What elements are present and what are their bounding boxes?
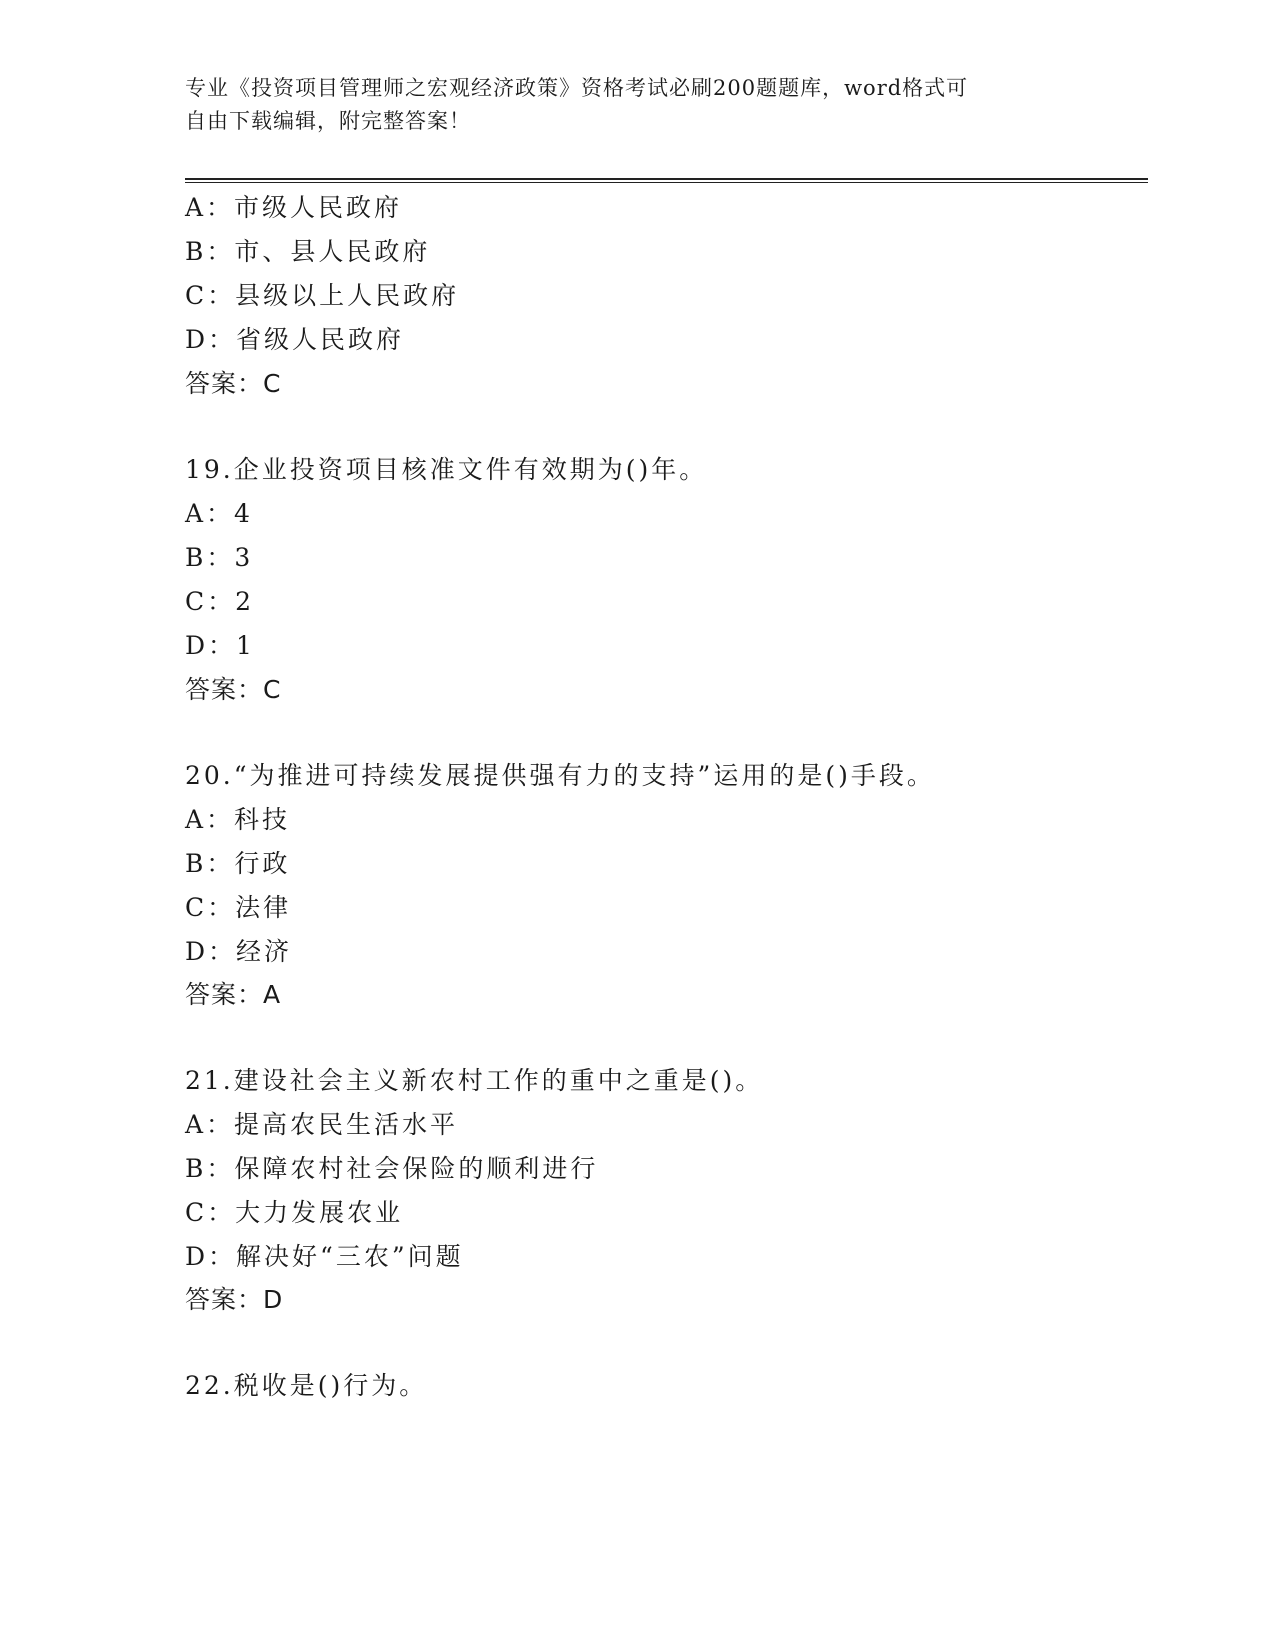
header-divider — [185, 178, 1148, 183]
q19-option-b: B：3 — [185, 543, 254, 572]
q20-answer: 答案：A — [185, 980, 282, 1009]
q20-question: 20.“为推进可持续发展提供强有力的支持”运用的是()手段。 — [185, 761, 935, 790]
q20-option-d: D：经济 — [185, 937, 293, 966]
q18-option-d: D：省级人民政府 — [185, 325, 405, 354]
q20-option-a: A：科技 — [185, 805, 291, 834]
q21-option-c: C：大力发展农业 — [185, 1198, 404, 1227]
header-line-1: 专业《投资项目管理师之宏观经济政策》资格考试必刷200题题库，word格式可 — [185, 76, 969, 100]
header-line-2: 自由下载编辑，附完整答案！ — [185, 109, 471, 133]
q19-question: 19.企业投资项目核准文件有效期为()年。 — [185, 455, 708, 484]
q19-answer: 答案：C — [185, 675, 282, 704]
q21-question: 21.建设社会主义新农村工作的重中之重是()。 — [185, 1066, 764, 1095]
q19-option-d: D：1 — [185, 631, 255, 660]
q18-answer: 答案：C — [185, 369, 282, 398]
q21-option-d: D：解决好“三农”问题 — [185, 1242, 464, 1271]
q18-option-b: B：市、县人民政府 — [185, 237, 431, 266]
q21-option-a: A：提高农民生活水平 — [185, 1110, 459, 1139]
q19-option-a: A：4 — [185, 499, 253, 528]
q21-answer: 答案：D — [185, 1285, 284, 1314]
q18-option-a: A：市级人民政府 — [185, 193, 403, 222]
q20-option-b: B：行政 — [185, 849, 291, 878]
q18-option-c: C：县级以上人民政府 — [185, 281, 460, 310]
document-header — [185, 72, 1065, 138]
q21-option-b: B：保障农村社会保险的顺利进行 — [185, 1154, 599, 1183]
q22-question: 22.税收是()行为。 — [185, 1371, 428, 1400]
q19-option-c: C：2 — [185, 587, 255, 616]
q20-option-c: C：法律 — [185, 893, 292, 922]
